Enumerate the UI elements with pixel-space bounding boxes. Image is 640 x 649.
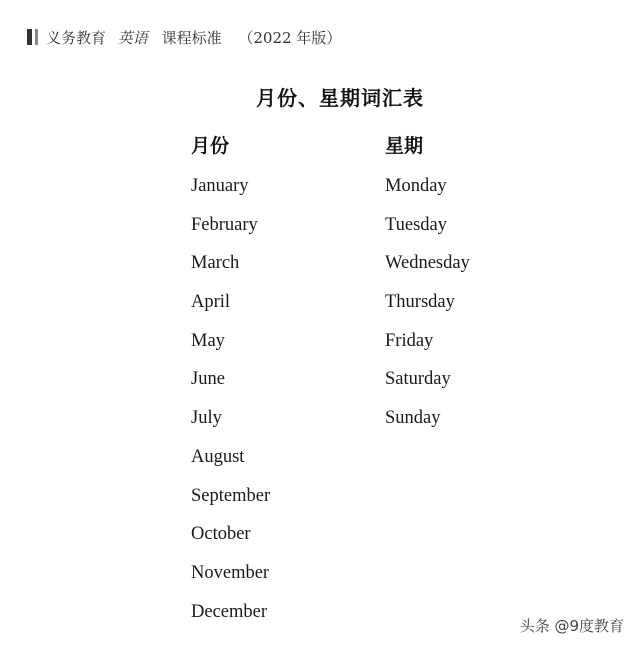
month-item: August <box>191 446 245 467</box>
month-item: April <box>191 292 231 313</box>
header-text <box>46 27 341 48</box>
running-header <box>27 26 341 48</box>
month-item: January <box>191 176 249 196</box>
month-item: March <box>191 253 240 274</box>
header-edition: （2022 年版） <box>238 28 342 47</box>
month-item: December <box>191 601 268 622</box>
months-heading: 月份 <box>191 135 230 157</box>
month-item: February <box>191 214 258 235</box>
weekday-item: Wednesday <box>385 253 470 274</box>
weekdays-column <box>385 134 470 444</box>
weekdays-heading: 星期 <box>385 135 424 157</box>
weekday-item: Thursday <box>385 292 455 313</box>
month-item: June <box>191 369 225 390</box>
month-item: October <box>191 524 251 545</box>
month-item: September <box>191 485 271 506</box>
page-title: 月份、星期词汇表 <box>256 86 424 110</box>
header-series: 义务教育 <box>46 28 107 47</box>
watermark: 头条 @9度教育 <box>519 617 624 635</box>
weekday-item: Friday <box>385 330 434 351</box>
weekday-item: Saturday <box>385 369 451 390</box>
header-standard: 课程标准 <box>161 28 222 47</box>
months-list <box>191 173 270 637</box>
months-column <box>191 134 270 637</box>
month-item: November <box>191 562 270 583</box>
weekday-item: Monday <box>385 176 447 196</box>
month-item: May <box>191 330 225 351</box>
weekday-item: Tuesday <box>385 214 448 235</box>
header-bar-decoration <box>27 29 32 45</box>
weekday-item: Sunday <box>385 408 441 429</box>
weekdays-list <box>385 173 470 444</box>
month-item: July <box>191 408 222 429</box>
header-subject: 英语 <box>117 28 148 47</box>
header-bar-decoration <box>35 29 38 45</box>
